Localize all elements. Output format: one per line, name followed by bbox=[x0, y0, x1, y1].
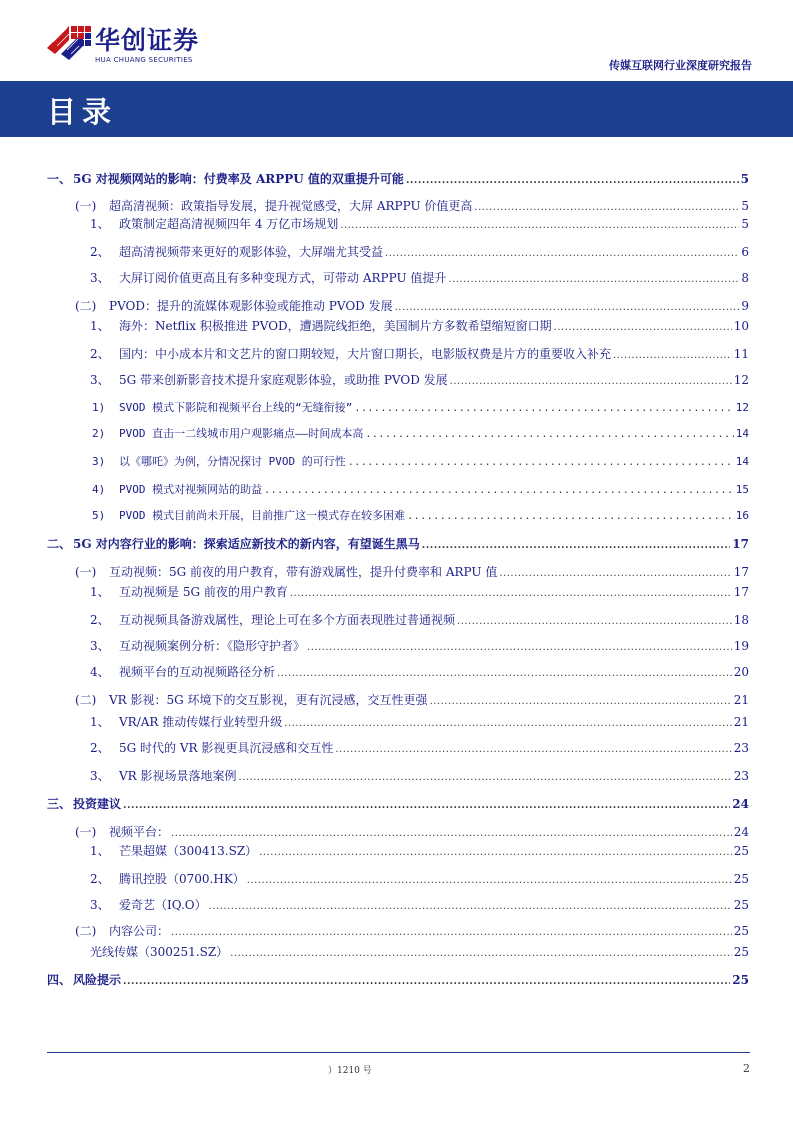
toc-entry-label: 风险提示 bbox=[73, 973, 122, 987]
toc-entry-label: PVOD 模式对视频网站的助益 bbox=[119, 483, 263, 496]
toc-leader-dots bbox=[340, 218, 739, 234]
toc-entry[interactable] bbox=[90, 871, 749, 889]
toc-entry[interactable] bbox=[92, 400, 749, 417]
toc-entry[interactable] bbox=[90, 270, 749, 288]
toc-entry-number: 3、 bbox=[90, 898, 110, 912]
toc-entry-label: 视频平台： bbox=[109, 825, 170, 839]
toc-entry[interactable] bbox=[90, 768, 749, 786]
toc-leader-dots bbox=[209, 899, 732, 915]
title-bar bbox=[0, 81, 793, 137]
toc-leader-dots bbox=[430, 694, 732, 710]
toc-entry-label: 芒果超媒（300413.SZ） bbox=[119, 844, 258, 858]
toc-entry-label: 投资建议 bbox=[73, 797, 122, 811]
huachuang-logo-icon bbox=[47, 26, 91, 62]
toc-entry[interactable] bbox=[90, 897, 749, 915]
toc-entry-number: 3、 bbox=[90, 373, 110, 387]
toc-entry[interactable] bbox=[75, 692, 749, 710]
page-header bbox=[0, 0, 793, 80]
toc-leader-dots bbox=[422, 538, 731, 554]
toc-entry-number: 2、 bbox=[90, 347, 110, 361]
toc-leader-dots bbox=[457, 614, 732, 630]
footer-divider bbox=[47, 1052, 750, 1053]
toc-leader-dots bbox=[277, 666, 732, 682]
toc-entry-label: 互动视频具备游戏属性，理论上可在多个方面表现胜过普通视频 bbox=[119, 613, 456, 627]
toc-entry-number: 二、 bbox=[47, 537, 72, 551]
toc-leader-dots bbox=[385, 246, 739, 262]
footer-license-text: ）1210 号 bbox=[328, 1066, 372, 1076]
toc-entry-label: SVOD 模式下影院和视频平台上线的“无缝衔接” bbox=[119, 401, 353, 414]
toc-leader-dots bbox=[554, 320, 732, 336]
toc-entry-label: 国内：中小成本片和文艺片的窗口期较短，大片窗口期长，电影版权费是片方的重要收入补充 bbox=[119, 347, 612, 361]
toc-entry[interactable] bbox=[47, 972, 749, 990]
toc-entry-page: 21 bbox=[733, 715, 749, 729]
toc-leader-dots bbox=[499, 566, 731, 582]
toc-entry-label: PVOD：提升的流媒体观影体验或能推动 PVOD 发展 bbox=[109, 299, 393, 313]
toc-entry-page: 24 bbox=[733, 825, 749, 839]
toc-entry-label: VR/AR 推动传媒行业转型升级 bbox=[119, 715, 283, 729]
toc-entry[interactable] bbox=[90, 318, 749, 336]
toc-entry-number: 2、 bbox=[90, 245, 110, 259]
toc-leader-dots bbox=[450, 374, 732, 390]
toc-leader-dots bbox=[171, 826, 732, 842]
toc-leader-dots bbox=[613, 348, 732, 364]
toc-entry-number: 1、 bbox=[90, 715, 110, 729]
company-name-en: HUA CHUANG SECURITIES bbox=[95, 56, 193, 64]
toc-entry-number: 2、 bbox=[90, 872, 110, 886]
toc-leader-dots bbox=[307, 640, 732, 656]
toc-entry[interactable] bbox=[92, 454, 749, 471]
toc-entry-number: 1、 bbox=[90, 585, 110, 599]
toc-entry-label: 爱奇艺（IQ.O） bbox=[119, 898, 207, 912]
company-name-cn: 华创证券 bbox=[95, 26, 200, 55]
page-title: 目录 bbox=[47, 95, 118, 129]
toc-entry-page: 25 bbox=[733, 924, 749, 938]
toc-leader-dots bbox=[123, 798, 730, 814]
toc-entry-page: 9 bbox=[741, 299, 749, 313]
toc-entry-label: PVOD 模式目前尚未开展，目前推广这一模式存在较多困难 bbox=[119, 509, 406, 522]
toc-entry-number: (二) bbox=[75, 924, 97, 938]
toc-entry-page: 5 bbox=[740, 172, 749, 186]
toc-entry-label: 5G 对视频网站的影响：付费率及 ARPPU 值的双重提升可能 bbox=[73, 172, 404, 186]
toc-leader-dots bbox=[264, 483, 734, 499]
toc-entry-label: 海外：Netflix 积极推进 PVOD，遭遇院线拒绝，美国制片方多数希望缩短窗口期 bbox=[119, 319, 552, 333]
toc-entry-page: 17 bbox=[732, 537, 749, 551]
toc-entry-label: 腾讯控股（0700.HK） bbox=[119, 872, 245, 886]
toc-entry-page: 18 bbox=[733, 613, 749, 627]
toc-leader-dots bbox=[171, 925, 732, 941]
toc-leader-dots bbox=[395, 300, 739, 316]
toc-entry-page: 21 bbox=[733, 693, 749, 707]
toc-entry[interactable] bbox=[92, 482, 749, 499]
toc-entry-number: 1) bbox=[92, 401, 106, 414]
toc-entry-page: 25 bbox=[733, 898, 749, 912]
toc-entry-label: 超高清视频带来更好的观影体验，大屏端尤其受益 bbox=[119, 245, 384, 259]
toc-entry-page: 5 bbox=[741, 199, 749, 213]
toc-entry-page: 16 bbox=[735, 509, 749, 522]
toc-entry-page: 11 bbox=[733, 347, 749, 361]
toc-leader-dots bbox=[348, 455, 734, 471]
toc-entry-page: 14 bbox=[735, 427, 749, 440]
toc-entry[interactable] bbox=[90, 638, 749, 656]
toc-entry-label: 以《哪吒》为例，分情况探讨 PVOD 的可行性 bbox=[119, 455, 346, 468]
toc-entry-page: 8 bbox=[741, 271, 749, 285]
toc-entry[interactable] bbox=[90, 346, 749, 364]
toc-entry-number: 1、 bbox=[90, 844, 110, 858]
toc-entry-page: 17 bbox=[733, 565, 749, 579]
toc-entry-label: 互动视频案例分析：《隐形守护者》 bbox=[119, 639, 306, 653]
toc-entry-label: 超高清视频：政策指导发展，提升视觉感受，大屏 ARPPU 价值更高 bbox=[109, 199, 473, 213]
toc-entry[interactable] bbox=[90, 664, 749, 682]
toc-entry-label: 大屏订阅价值更高且有多种变现方式，可带动 ARPPU 值提升 bbox=[119, 271, 447, 285]
toc-leader-dots bbox=[239, 770, 732, 786]
toc-entry[interactable] bbox=[75, 923, 749, 941]
toc-entry-page: 25 bbox=[733, 844, 749, 858]
toc-entry-number: 3、 bbox=[90, 639, 110, 653]
toc-entry[interactable] bbox=[90, 584, 749, 602]
toc-entry-number: 3) bbox=[92, 455, 106, 468]
toc-entry[interactable] bbox=[47, 536, 749, 554]
toc-entry[interactable] bbox=[90, 944, 749, 962]
toc-entry-number: (二) bbox=[75, 693, 97, 707]
toc-entry-number: 5) bbox=[92, 509, 106, 522]
toc-entry-page: 25 bbox=[733, 945, 749, 959]
toc-entry-page: 17 bbox=[733, 585, 749, 599]
toc-entry[interactable] bbox=[90, 244, 749, 262]
toc-leader-dots bbox=[247, 873, 732, 889]
toc-entry[interactable] bbox=[75, 824, 749, 842]
toc-entry-label: VR 影视：5G 环境下的交互影视，更有沉浸感，交互性更强 bbox=[109, 693, 428, 707]
toc-entry-number: (一) bbox=[75, 565, 97, 579]
toc-entry-page: 25 bbox=[732, 973, 749, 987]
toc-entry-page: 10 bbox=[733, 319, 749, 333]
page-number: 2 bbox=[743, 1062, 750, 1075]
toc-entry[interactable] bbox=[75, 564, 749, 582]
toc-entry[interactable] bbox=[90, 372, 749, 390]
toc-entry-page: 14 bbox=[735, 455, 749, 468]
toc-leader-dots bbox=[230, 946, 732, 962]
toc-entry-number: 2) bbox=[92, 427, 106, 440]
toc-entry-label: 5G 带来创新影音技术提升家庭观影体验，或助推 PVOD 发展 bbox=[119, 373, 448, 387]
toc-entry-page: 20 bbox=[733, 665, 749, 679]
toc-entry-number: 2、 bbox=[90, 613, 110, 627]
toc-entry-page: 25 bbox=[733, 872, 749, 886]
toc-entry-page: 19 bbox=[733, 639, 749, 653]
toc-entry-page: 12 bbox=[735, 401, 749, 414]
toc-entry-number: 1、 bbox=[90, 217, 110, 231]
toc-entry[interactable] bbox=[75, 198, 749, 216]
toc-entry-number: (一) bbox=[75, 825, 97, 839]
toc-entry[interactable] bbox=[47, 796, 749, 814]
toc-entry-label: 5G 时代的 VR 影视更具沉浸感和交互性 bbox=[119, 741, 334, 755]
toc-leader-dots bbox=[284, 716, 731, 732]
toc-leader-dots bbox=[406, 173, 739, 189]
toc-leader-dots bbox=[354, 401, 733, 417]
toc-entry-number: 1、 bbox=[90, 319, 110, 333]
toc-entry-page: 23 bbox=[733, 741, 749, 755]
toc-leader-dots bbox=[407, 509, 734, 525]
toc-entry[interactable] bbox=[92, 426, 749, 443]
toc-entry-number: 三、 bbox=[47, 797, 72, 811]
toc-entry-number: 4) bbox=[92, 483, 106, 496]
toc-entry-label: 互动视频是 5G 前夜的用户教育 bbox=[119, 585, 288, 599]
toc-entry-number: 2、 bbox=[90, 741, 110, 755]
toc-entry-number: 4、 bbox=[90, 665, 110, 679]
toc-entry-label: 5G 对内容行业的影响：探索适应新技术的新内容，有望诞生黑马 bbox=[73, 537, 420, 551]
toc-entry-number: 3、 bbox=[90, 769, 110, 783]
toc-entry[interactable] bbox=[90, 843, 749, 861]
toc-entry[interactable] bbox=[90, 612, 749, 630]
toc-leader-dots bbox=[290, 586, 732, 602]
toc-entry[interactable] bbox=[90, 740, 749, 758]
toc-entry-number: 3、 bbox=[90, 271, 110, 285]
toc-entry-page: 12 bbox=[733, 373, 749, 387]
toc-entry-number: (一) bbox=[75, 199, 97, 213]
toc-entry-number: 四、 bbox=[47, 973, 72, 987]
toc-entry[interactable] bbox=[90, 714, 749, 732]
toc-entry-label: 视频平台的互动视频路径分析 bbox=[119, 665, 276, 679]
toc-leader-dots bbox=[474, 200, 739, 216]
toc-entry-page: 24 bbox=[732, 797, 749, 811]
toc-entry-label: VR 影视场景落地案例 bbox=[119, 769, 237, 783]
toc-entry-page: 23 bbox=[733, 769, 749, 783]
toc-entry-page: 15 bbox=[735, 483, 749, 496]
toc-leader-dots bbox=[448, 272, 739, 288]
toc-entry-number: 一、 bbox=[47, 172, 72, 186]
report-type: 传媒互联网行业深度研究报告 bbox=[609, 59, 752, 72]
toc-entry[interactable] bbox=[90, 216, 749, 234]
toc-entry[interactable] bbox=[75, 298, 749, 316]
toc-entry-page: 6 bbox=[741, 245, 749, 259]
toc-entry-label: 光线传媒（300251.SZ） bbox=[90, 945, 229, 959]
toc-leader-dots bbox=[335, 742, 731, 758]
toc-entry-label: 政策制定超高清视频四年 4 万亿市场规划 bbox=[119, 217, 339, 231]
toc-leader-dots bbox=[259, 845, 732, 861]
toc-entry-number: (二) bbox=[75, 299, 97, 313]
toc-entry[interactable] bbox=[92, 508, 749, 525]
toc-entry-label: 内容公司： bbox=[109, 924, 170, 938]
toc-leader-dots bbox=[365, 427, 733, 443]
toc-entry-label: PVOD 直击一二线城市用户观影痛点——时间成本高 bbox=[119, 427, 364, 440]
toc-entry[interactable] bbox=[47, 171, 749, 189]
toc-leader-dots bbox=[123, 974, 730, 990]
toc-entry-label: 互动视频：5G 前夜的用户教育，带有游戏属性，提升付费率和 ARPU 值 bbox=[109, 565, 498, 579]
toc-entry-page: 5 bbox=[741, 217, 749, 231]
